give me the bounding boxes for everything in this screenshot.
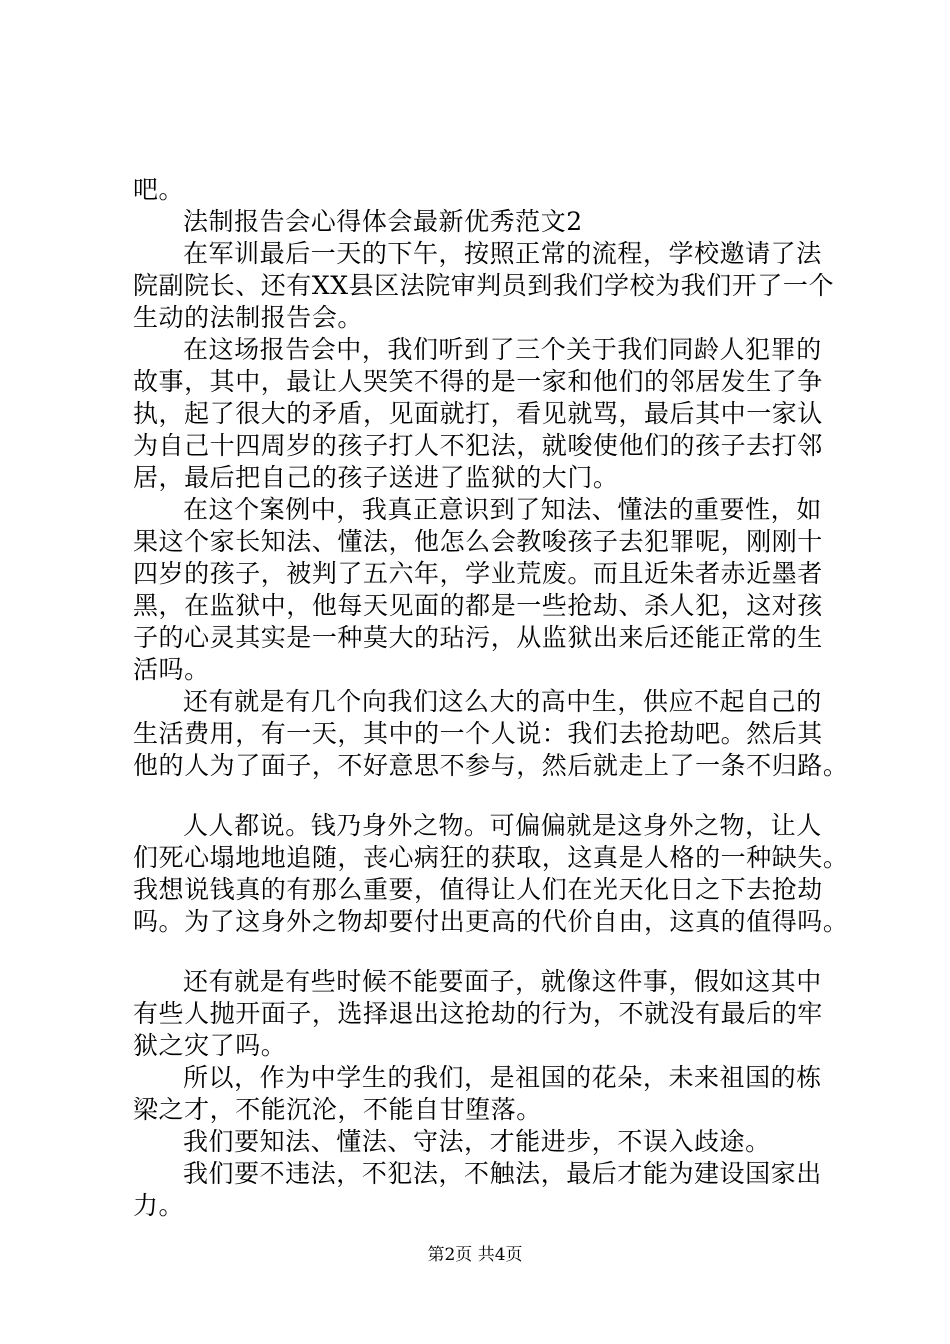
text-line: 子的心灵其实是一种莫大的玷污，从监狱出来后还能正常的生: [133, 623, 823, 652]
text-line: 生动的法制报告会。: [133, 303, 363, 332]
text-line: 在这场报告会中，我们听到了三个关于我们同龄人犯罪的: [183, 335, 822, 364]
text-line: 我们要不违法，不犯法，不触法，最后才能为建设国家出: [183, 1159, 822, 1188]
text-line: 故事，其中，最让人哭笑不得的是一家和他们的邻居发生了争: [133, 367, 823, 396]
paragraph-gap: [133, 938, 828, 966]
text-line: 人人都说。钱乃身外之物。可偏偏就是这身外之物，让人: [183, 811, 822, 840]
text-line: 力。: [133, 1191, 185, 1220]
text-line: 我们要知法、懂法、守法，才能进步，不误入歧途。: [183, 1127, 771, 1156]
text-line: 所以，作为中学生的我们，是祖国的花朵，未来祖国的栋: [183, 1063, 822, 1092]
text-line: 狱之灾了吗。: [133, 1031, 287, 1060]
text-line: 院副院长、还有XX县区法院审判员到我们学校为我们开了一个: [133, 271, 834, 300]
article-title: 法制报告会心得体会最新优秀范文2: [183, 207, 583, 236]
text-line: 梁之才，不能沉沦，不能自甘堕落。: [133, 1095, 542, 1124]
text-line: 们死心塌地地追随，丧心病狂的获取，这真是人格的一种缺失。: [133, 843, 849, 872]
text-line: 果这个家长知法、懂法，他怎么会教唆孩子去犯罪呢，刚刚十: [133, 527, 823, 556]
text-line: 执，起了很大的矛盾，见面就打，看见就骂，最后其中一家认: [133, 399, 823, 428]
text-line: 在这个案例中，我真正意识到了知法、懂法的重要性，如: [183, 495, 822, 524]
text-line: 黑，在监狱中，他每天见面的都是一些抢劫、杀人犯，这对孩: [133, 591, 823, 620]
text-line: 居，最后把自己的孩子送进了监狱的大门。: [133, 463, 619, 492]
text-line: 有些人抛开面子，选择退出这抢劫的行为，不就没有最后的牢: [133, 999, 823, 1028]
text-line: 吗。为了这身外之物却要付出更高的代价自由，这真的值得吗。: [133, 907, 849, 936]
text-line: 还有就是有几个向我们这么大的高中生，供应不起自己的: [183, 687, 822, 716]
article-body: [133, 174, 849, 1222]
text-line: 为自己十四周岁的孩子打人不犯法，就唆使他们的孩子去打邻: [133, 431, 823, 460]
text-line: 在军训最后一天的下午，按照正常的流程，学校邀请了法: [183, 239, 822, 268]
paragraph-gap: [133, 782, 828, 810]
text-line: 四岁的孩子，被判了五六年，学业荒废。而且近朱者赤近墨者: [133, 559, 823, 588]
text-line: 活吗。: [133, 655, 210, 684]
text-line: 我想说钱真的有那么重要，值得让人们在光天化日之下去抢劫: [133, 875, 823, 904]
text-line: 吧。: [133, 175, 185, 204]
text-line: 还有就是有些时候不能要面子，就像这件事，假如这其中: [183, 967, 822, 996]
page-number-footer: 第2页 共4页: [427, 1245, 523, 1265]
text-line: 生活费用，有一天，其中的一个人说：我们去抢劫吧。然后其: [133, 719, 823, 748]
text-line: 他的人为了面子，不好意思不参与，然后就走上了一条不归路。: [133, 751, 849, 780]
